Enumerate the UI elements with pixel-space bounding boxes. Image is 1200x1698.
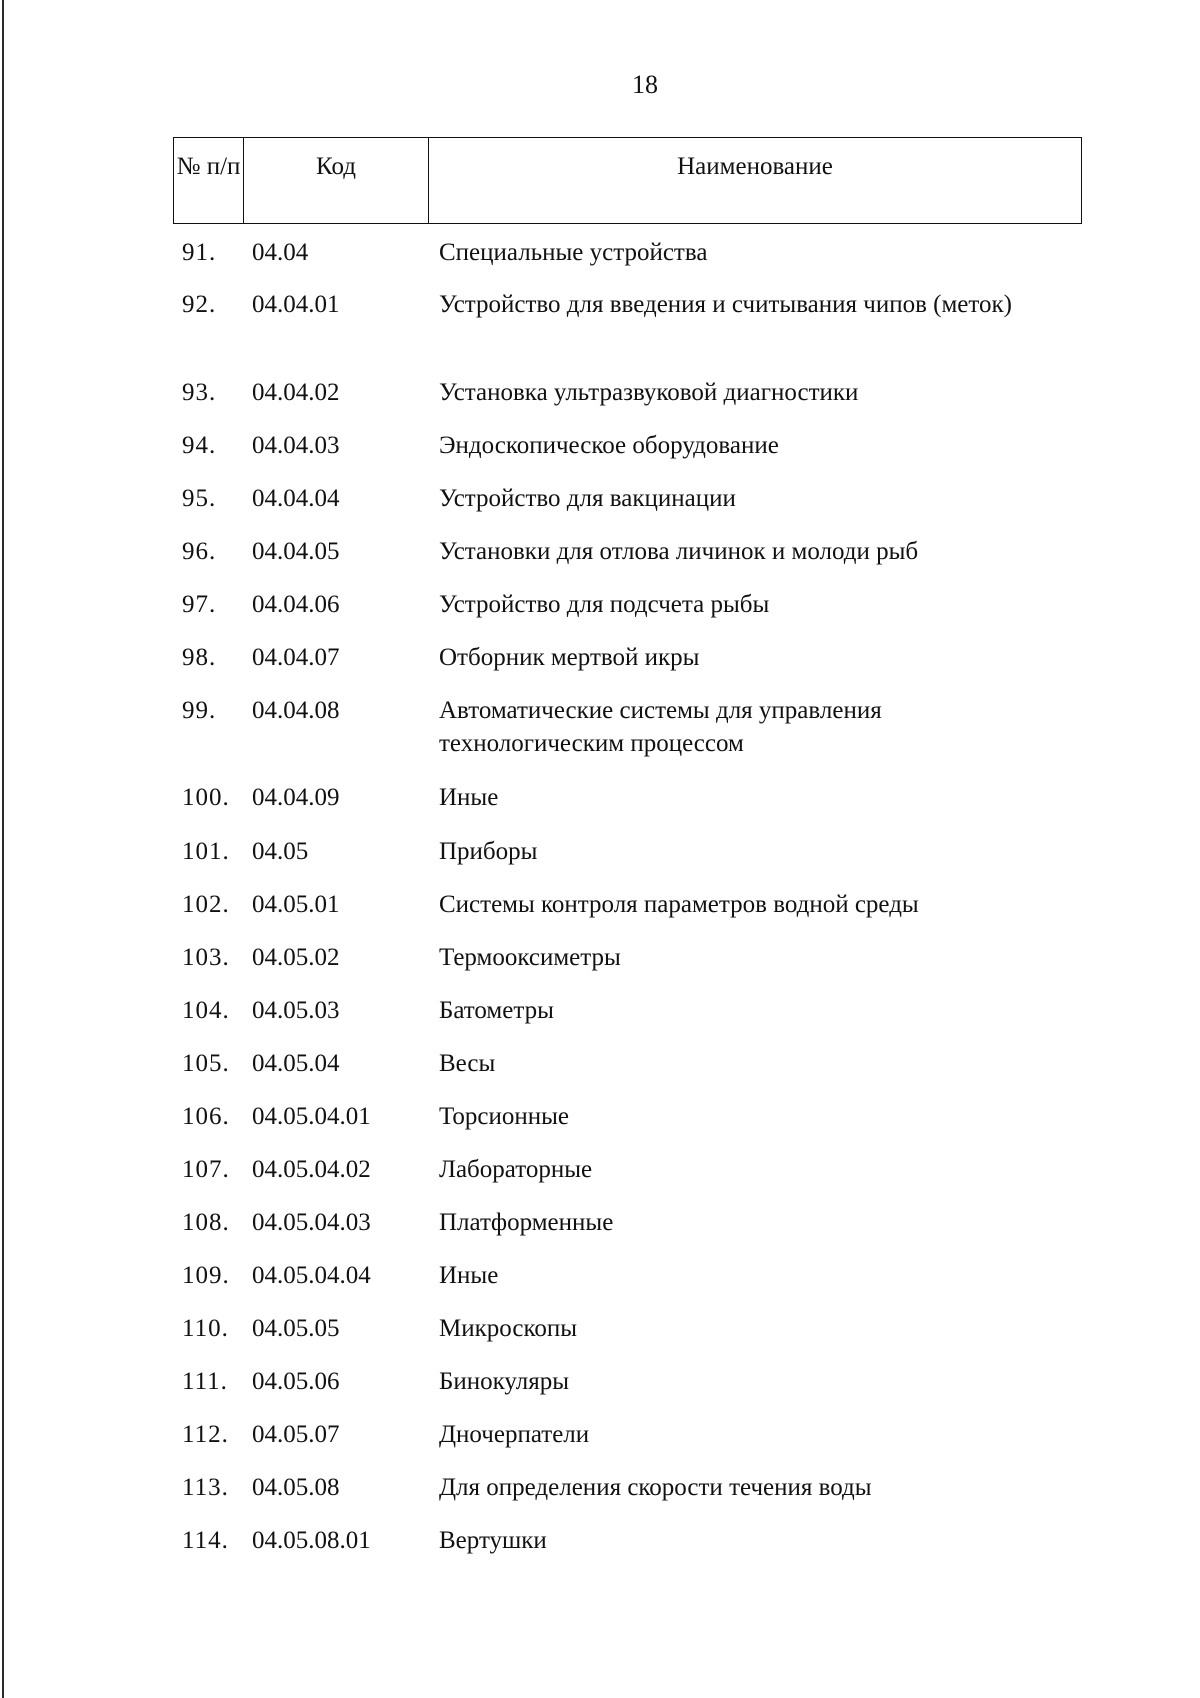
header-code: Код xyxy=(244,138,429,223)
row-name: Микроскопы xyxy=(439,1315,578,1342)
row-name: Автоматические системы для управления технологическим процессом xyxy=(439,697,882,757)
row-code: 04.04.03 xyxy=(252,432,340,459)
row-number: 104. xyxy=(182,997,230,1024)
row-number: 109. xyxy=(182,1262,230,1289)
row-number: 107. xyxy=(182,1156,230,1183)
row-name: Батометры xyxy=(439,997,554,1024)
row-name: Для определения скорости течения воды xyxy=(439,1474,872,1501)
row-number: 114. xyxy=(182,1527,229,1554)
row-code: 04.05 xyxy=(252,838,309,865)
row-name: Отборник мертвой икры xyxy=(439,644,700,671)
row-number: 111. xyxy=(182,1368,228,1395)
row-number: 93. xyxy=(182,379,217,406)
row-code: 04.04.05 xyxy=(252,538,340,565)
row-name: Установки для отлова личинок и молоди рыб xyxy=(439,538,919,565)
row-number: 106. xyxy=(182,1103,230,1130)
row-name: Специальные устройства xyxy=(439,239,708,266)
row-code: 04.05.08 xyxy=(252,1474,340,1501)
row-name: Вертушки xyxy=(439,1527,547,1554)
row-code: 04.05.07 xyxy=(252,1421,340,1448)
row-name: Иные xyxy=(439,1262,499,1289)
row-name: Устройство для введения и считывания чипов (меток) xyxy=(439,291,1012,318)
row-code: 04.05.06 xyxy=(252,1368,340,1395)
row-code: 04.04.02 xyxy=(252,379,340,406)
header-name: Наименование xyxy=(677,153,833,180)
row-number: 97. xyxy=(182,591,217,618)
row-name: Системы контроля параметров водной среды xyxy=(439,891,919,918)
row-code: 04.04.09 xyxy=(252,784,340,811)
row-code: 04.05.04.03 xyxy=(252,1209,371,1236)
row-code: 04.04.04 xyxy=(252,485,340,512)
row-number: 103. xyxy=(182,944,230,971)
row-number: 92. xyxy=(182,291,217,318)
row-code: 04.05.02 xyxy=(252,944,340,971)
page-edge-line xyxy=(2,0,4,1698)
row-name: Установка ультразвуковой диагностики xyxy=(439,379,859,406)
row-code: 04.04.06 xyxy=(252,591,340,618)
row-code: 04.05.04 xyxy=(252,1050,340,1077)
row-number: 105. xyxy=(182,1050,230,1077)
row-name: Лабораторные xyxy=(439,1156,593,1183)
row-number: 91. xyxy=(182,239,217,266)
row-name: Устройство для вакцинации xyxy=(439,485,736,512)
row-number: 98. xyxy=(182,644,217,671)
row-name: Приборы xyxy=(439,838,538,865)
row-code: 04.04.01 xyxy=(252,291,340,318)
row-code: 04.05.04.02 xyxy=(252,1156,371,1183)
row-name: Весы xyxy=(439,1050,496,1077)
row-number: 94. xyxy=(182,432,217,459)
row-number: 102. xyxy=(182,891,230,918)
row-number: 108. xyxy=(182,1209,230,1236)
row-code: 04.04.07 xyxy=(252,644,340,671)
row-name: Торсионные xyxy=(439,1103,570,1130)
row-number: 110. xyxy=(182,1315,229,1342)
row-name: Дночерпатели xyxy=(439,1421,590,1448)
table-header xyxy=(173,137,1082,224)
header-number: № п/п xyxy=(174,138,244,223)
row-number: 112. xyxy=(182,1421,229,1448)
row-code: 04.05.03 xyxy=(252,997,340,1024)
row-number: 101. xyxy=(182,838,230,865)
row-name: Иные xyxy=(439,784,499,811)
row-code: 04.05.04.01 xyxy=(252,1103,371,1130)
row-code: 04.05.04.04 xyxy=(252,1262,371,1289)
row-code: 04.04.08 xyxy=(252,697,340,724)
row-number: 113. xyxy=(182,1474,229,1501)
row-code: 04.05.05 xyxy=(252,1315,340,1342)
row-name: Эндоскопическое оборудование xyxy=(439,432,779,459)
page-number: 18 xyxy=(632,70,658,99)
row-name: Устройство для подсчета рыбы xyxy=(439,591,770,618)
row-name: Бинокуляры xyxy=(439,1368,570,1395)
row-number: 100. xyxy=(182,784,230,811)
row-code: 04.05.08.01 xyxy=(252,1527,371,1554)
row-code: 04.05.01 xyxy=(252,891,340,918)
row-number: 95. xyxy=(182,485,217,512)
row-name: Платформенные xyxy=(439,1209,614,1236)
row-number: 99. xyxy=(182,697,217,724)
row-number: 96. xyxy=(182,538,217,565)
row-code: 04.04 xyxy=(252,239,309,266)
row-name: Термооксиметры xyxy=(439,944,621,971)
